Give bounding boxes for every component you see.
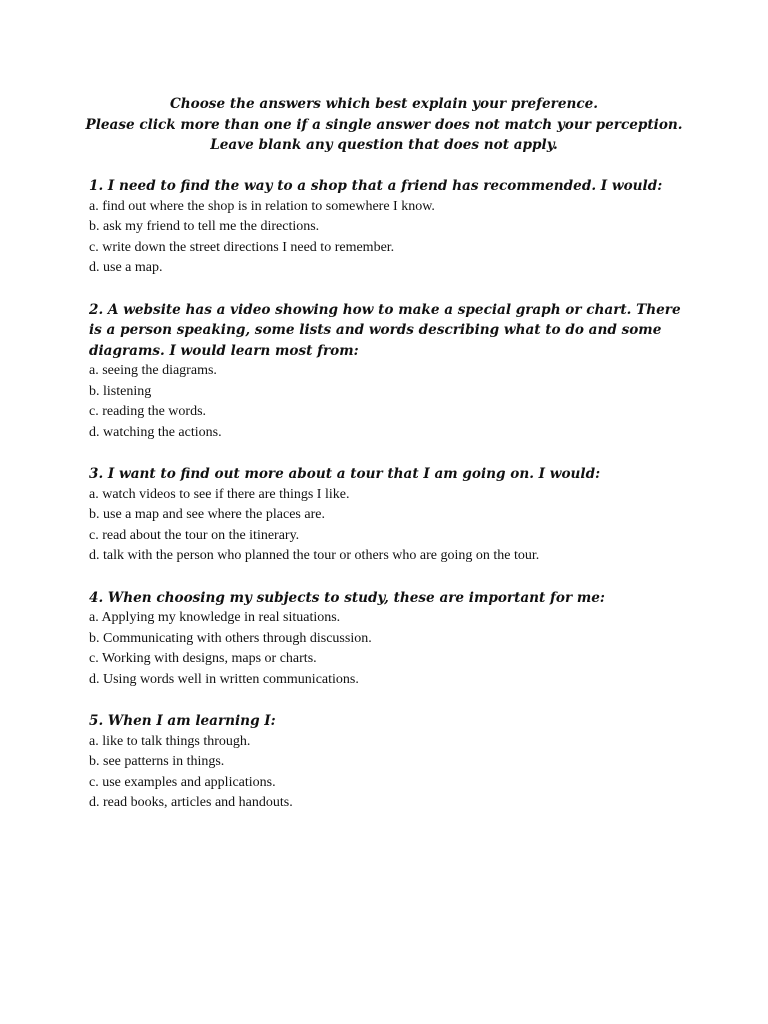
answer-option: a. find out where the shop is in relation to somewhere I know. — [89, 198, 435, 214]
answer-option: a. like to talk things through. — [89, 733, 251, 749]
answer-option: d. talk with the person who planned the tour or others who are going on the tour. — [89, 548, 540, 563]
question-5 — [89, 711, 689, 814]
question-list — [89, 176, 689, 835]
answer-option: d. read books, articles and handouts. — [89, 795, 293, 810]
question-4 — [89, 588, 689, 691]
question-3 — [89, 464, 689, 567]
answer-option: c. reading the words. — [89, 404, 207, 419]
question-title: 5. When I am learning I: — [89, 713, 276, 729]
instructions — [0, 94, 768, 156]
answer-option: d. use a map. — [89, 260, 163, 275]
answer-option: d. Using words well in written communications. — [89, 671, 359, 687]
answer-option: a. watch videos to see if there are things I like. — [89, 486, 350, 502]
answer-option: b. Communicating with others through discussion. — [89, 630, 372, 646]
question-title: 4. When choosing my subjects to study, these are important for me: — [89, 589, 605, 606]
answer-option: a. seeing the diagrams. — [89, 363, 217, 378]
instruction-line: Choose the answers which best explain your preference. — [169, 96, 599, 112]
answer-option: c. read about the tour on the itinerary. — [89, 527, 300, 543]
answer-option: c. use examples and applications. — [89, 774, 276, 790]
answer-option: b. see patterns in things. — [89, 754, 225, 769]
answer-option: c. Working with designs, maps or charts. — [89, 651, 317, 666]
instruction-line: Please click more than one if a single answer does not match your perception. — [85, 116, 683, 133]
question-title: 1. I need to find the way to a shop that a friend has recommended. I would: — [89, 178, 663, 194]
answer-option: c. write down the street directions I need to remember. — [89, 239, 395, 255]
instruction-line: Leave blank any question that does not apply. — [210, 137, 558, 153]
answer-option: b. ask my friend to tell me the directions. — [89, 219, 320, 234]
answer-option: d. watching the actions. — [89, 424, 222, 440]
question-title: 3. I want to find out more about a tour that I am going on. I would: — [89, 466, 601, 482]
answer-option: b. listening — [89, 383, 152, 399]
answer-option: a. Applying my knowledge in real situations. — [89, 610, 341, 625]
answer-option: b. use a map and see where the places are. — [89, 507, 325, 522]
question-title: 2. A website has a video showing how to make a special graph or chart. There is a person speaking, some lists and words describing what to do and some diagrams. I would learn most from: — [89, 301, 681, 359]
question-1 — [89, 176, 689, 279]
question-2 — [89, 300, 689, 444]
